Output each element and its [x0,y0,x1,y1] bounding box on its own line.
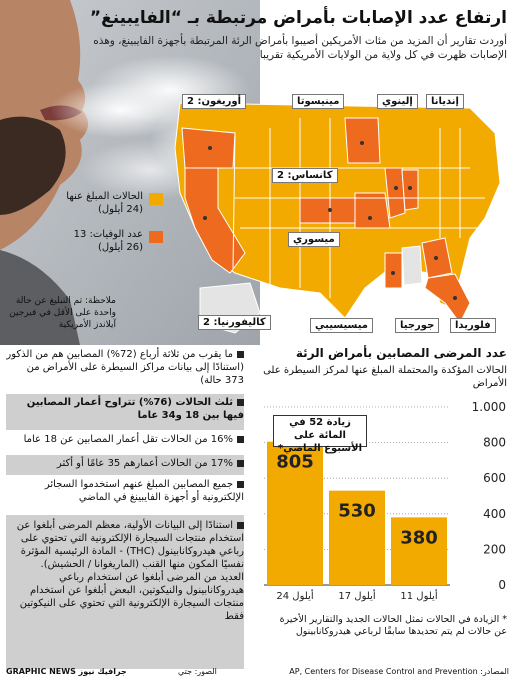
us-map-shape [140,88,515,343]
minnesota-shape [345,118,380,163]
y-tick-label: 0 [498,578,506,592]
label-oregon: أوريغون: 2 [182,94,246,109]
map-note: ملاحظة: تم التبليغ عن حالة واحدة على الأقل في فيرجين آيلاندز الأمريكية [9,296,116,330]
label-florida: فلوريدا [450,318,496,333]
label-indiana: إنديانا [426,94,464,109]
chart-footnote: * الزيادة في الحالات تمثل الحالات الجديد والتقارير الأخيرة عن حالات لم يتم تحديدها سابقًا لرباعي هيدروكانابينول [279,614,507,637]
fact-6: استنادًا إلى البيانات الأولية، معظم المرضى أبلغوا عن استخدام منتجات السيجارة الإلكترونية التي تحتوي على رباعي هيدروكانابينول (THC) - المادة الرئيسية المؤثرة نفسيًا المكون منها القنب (الماريغوانا / الحشيش). العديد من المرضى أبلغوا عن استخدام رباعي هيدروكانابينول والنيكوتين، البعض أبلغوا عن استخدام منتجات السيجارة الإلكترونية التي تحتوي على النيكوتين فقط [6,515,244,669]
label-minnesota: مينيسوتا [292,94,344,109]
y-tick-label: 600 [483,471,506,486]
fact-3: 16% من الحالات تقل أعمار المصابين عن 18 عاما [6,433,244,451]
mississippi-shape [385,253,402,288]
label-california: كاليفورنيا: 2 [198,315,271,330]
us-map [140,88,515,343]
chart-annotation: زيادة 52 في المائة على الأسبوع الماضي* [273,415,367,447]
y-tick-label: 200 [483,542,506,557]
chart-subtitle: الحالات المؤكدة والمحتملة المبلغ عنها لمركز السيطرة على الأمراض [263,365,507,389]
fact-4: 17% من الحالات أعمارهم 35 عامًا أو أكثر [6,455,244,475]
bar-value-label: 805 [276,451,314,473]
legend-reported-label: الحالات المبلغ عنها (24 أيلول) [66,191,143,215]
label-missouri: ميسوري [288,232,340,247]
y-tick-label: 1.000 [471,400,506,414]
x-tick-label: 17 أيلول [338,591,376,602]
label-georgia: جورجيا [395,318,439,333]
chart-title: عدد المرضى المصابين بأمراض الرئة [295,346,507,360]
legend-swatch-reported [149,193,163,205]
bullet-icon [237,481,244,488]
x-tick-label: 11 أيلول [400,591,438,602]
footer-photo-credit: الصور: جتي [178,667,217,676]
label-kansas: كانساس: 2 [272,168,338,183]
page-title: ارتفاع عدد الإصابات بأمراض مرتبطة بـ “الفايبينغ” [89,8,507,28]
kansas-shape [300,198,355,223]
fact-5: جميع المصابين المبلغ عنهم استخدموا السجائر الإلكترونية أو أجهزة الفايبينغ في الماضي [44,479,244,503]
bullet-icon [237,460,244,467]
bullet-icon [237,351,244,358]
fact-7: العديد من المرضى أبلغوا عن استخدام رباعي هيدروكانابينول والنيكوتين، البعض أبلغوا عن استخدام منتجات السيجارة الإلكترونية التي تحتوي على النيكوتين فقط [19,572,244,622]
label-mississippi: ميسيسيبي [310,318,373,333]
y-tick-label: 800 [483,435,506,450]
alabama-shape [402,246,422,285]
fact-1: ما يقرب من ثلاثة أرباع (72%) المصابين هم من الذكور (استنادًا إلى بيانات مراكز السيطرة على الأمراض من 373 حالة) [6,349,244,386]
bullet-icon [237,399,244,406]
bullet-icon [237,522,244,529]
legend-swatch-deaths [149,231,163,243]
label-illinois: إلينوي [377,94,418,109]
legend-deaths-label: عدد الوفيات: 13 (26 أيلول) [73,229,143,253]
x-tick-label: 24 أيلول [276,591,314,602]
florida-shape [425,274,470,323]
page-subtitle: أوردت تقارير أن المزيد من مئات الأمريكين أصيبوا بأمراض الرئة المرتبطة بأجهزة الفايبينغ، وهذه الإصابات ظهرت في كل ولاية من الولايات الأمريكية تقريبا [93,35,507,61]
map-legend [58,190,163,310]
y-tick-label: 400 [483,506,506,521]
footer-source: المصادر: AP, Centers for Disease Control and Prevention [289,667,509,676]
bar-value-label: 380 [400,527,438,549]
bullet-icon [237,436,244,443]
fact-2: ثلث الحالات (76%) تتراوح أعمار المصابين فيها بين 18 و34 عاما [6,394,244,430]
footer-logo: GRAPHIC NEWS جرافيك نيوز [6,667,127,676]
bar-value-label: 530 [338,500,376,522]
